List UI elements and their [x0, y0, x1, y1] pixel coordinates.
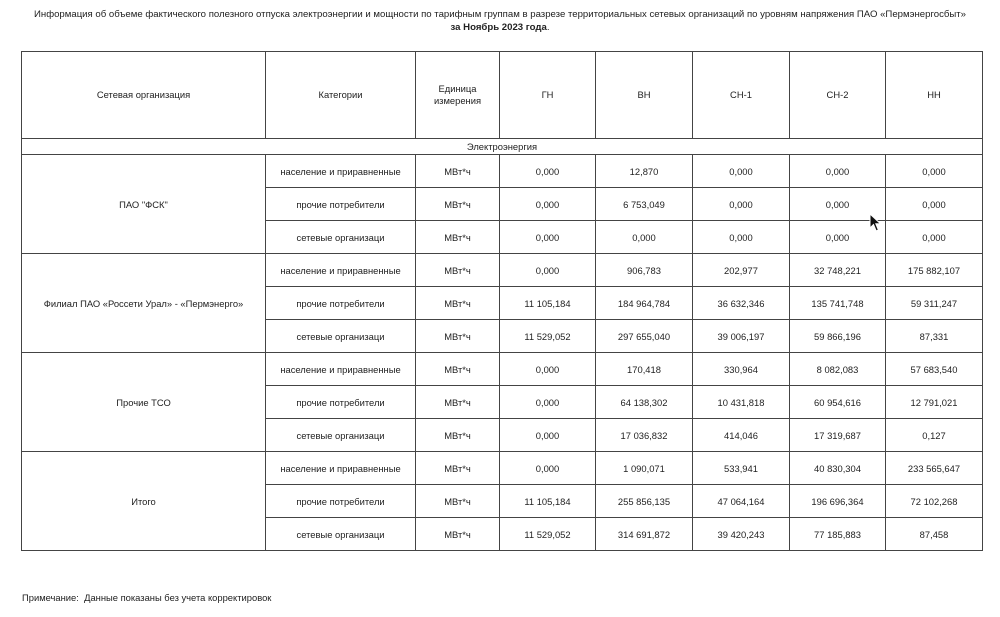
footnote — [22, 592, 271, 603]
value-cell-sn2: 59 866,196 — [790, 320, 886, 353]
value-cell-sn2: 60 954,616 — [790, 386, 886, 419]
category-cell: население и приравненные — [266, 353, 416, 386]
column-header-vn: ВН — [596, 52, 693, 139]
unit-cell: МВт*ч — [416, 386, 500, 419]
value-cell-gn: 0,000 — [500, 452, 596, 485]
value-cell-vn: 314 691,872 — [596, 518, 693, 551]
value-cell-sn1: 47 064,164 — [693, 485, 790, 518]
unit-cell: МВт*ч — [416, 320, 500, 353]
unit-cell: МВт*ч — [416, 452, 500, 485]
category-cell: прочие потребители — [266, 287, 416, 320]
column-header-nn: НН — [886, 52, 983, 139]
value-cell-gn: 0,000 — [500, 386, 596, 419]
category-cell: сетевые организаци — [266, 320, 416, 353]
table-row — [22, 452, 983, 485]
value-cell-gn: 0,000 — [500, 188, 596, 221]
category-cell: население и приравненные — [266, 452, 416, 485]
value-cell-sn1: 414,046 — [693, 419, 790, 452]
value-cell-sn2: 0,000 — [790, 188, 886, 221]
value-cell-vn: 906,783 — [596, 254, 693, 287]
value-cell-nn: 72 102,268 — [886, 485, 983, 518]
value-cell-gn: 11 529,052 — [500, 320, 596, 353]
network-org-cell: Прочие ТСО — [22, 353, 266, 452]
energy-report-table — [21, 51, 983, 551]
section-row — [22, 139, 983, 155]
column-header-category: Категории — [266, 52, 416, 139]
network-org-cell: Итого — [22, 452, 266, 551]
unit-cell: МВт*ч — [416, 287, 500, 320]
unit-cell: МВт*ч — [416, 485, 500, 518]
table-header-row — [22, 52, 983, 139]
value-cell-sn1: 39 006,197 — [693, 320, 790, 353]
unit-cell: МВт*ч — [416, 221, 500, 254]
value-cell-nn: 0,000 — [886, 155, 983, 188]
value-cell-vn: 297 655,040 — [596, 320, 693, 353]
category-cell: сетевые организаци — [266, 518, 416, 551]
value-cell-nn: 175 882,107 — [886, 254, 983, 287]
category-cell: население и приравненные — [266, 155, 416, 188]
category-cell: прочие потребители — [266, 386, 416, 419]
unit-cell: МВт*ч — [416, 518, 500, 551]
value-cell-vn: 255 856,135 — [596, 485, 693, 518]
value-cell-sn1: 533,941 — [693, 452, 790, 485]
value-cell-gn: 0,000 — [500, 155, 596, 188]
value-cell-sn2: 77 185,883 — [790, 518, 886, 551]
value-cell-sn2: 32 748,221 — [790, 254, 886, 287]
value-cell-vn: 1 090,071 — [596, 452, 693, 485]
value-cell-gn: 11 105,184 — [500, 287, 596, 320]
value-cell-nn: 0,127 — [886, 419, 983, 452]
footnote-label: Примечание: — [22, 592, 79, 603]
value-cell-sn2: 196 696,364 — [790, 485, 886, 518]
value-cell-nn: 87,458 — [886, 518, 983, 551]
value-cell-nn: 0,000 — [886, 221, 983, 254]
value-cell-vn: 0,000 — [596, 221, 693, 254]
unit-cell: МВт*ч — [416, 419, 500, 452]
value-cell-nn: 233 565,647 — [886, 452, 983, 485]
table-row — [22, 155, 983, 188]
mouse-pointer-icon — [869, 213, 883, 233]
network-org-cell: ПАО "ФСК" — [22, 155, 266, 254]
report-period-suffix: . — [546, 22, 550, 33]
report-period — [0, 21, 1000, 34]
category-cell: сетевые организаци — [266, 419, 416, 452]
value-cell-vn: 184 964,784 — [596, 287, 693, 320]
value-cell-sn1: 0,000 — [693, 221, 790, 254]
value-cell-nn: 59 311,247 — [886, 287, 983, 320]
value-cell-vn: 12,870 — [596, 155, 693, 188]
value-cell-sn2: 40 830,304 — [790, 452, 886, 485]
footnote-text: Данные показаны без учета корректировок — [84, 592, 272, 603]
category-cell: прочие потребители — [266, 188, 416, 221]
column-header-unit: Единица измерения — [416, 52, 500, 139]
report-title: Информация об объеме фактического полезного отпуска электроэнергии и мощности по тарифным группам в разрезе территориальных сетевых организаций по уровням напряжения ПАО «Пермэнергосбыт» — [34, 9, 966, 20]
value-cell-sn1: 36 632,346 — [693, 287, 790, 320]
value-cell-sn1: 0,000 — [693, 155, 790, 188]
column-header-org: Сетевая организация — [22, 52, 266, 139]
value-cell-gn: 0,000 — [500, 221, 596, 254]
value-cell-nn: 0,000 — [886, 188, 983, 221]
value-cell-gn: 11 529,052 — [500, 518, 596, 551]
value-cell-sn1: 10 431,818 — [693, 386, 790, 419]
column-header-sn2: СН-2 — [790, 52, 886, 139]
value-cell-sn2: 0,000 — [790, 155, 886, 188]
value-cell-sn2: 0,000 — [790, 221, 886, 254]
report-header — [0, 8, 1000, 34]
value-cell-nn: 87,331 — [886, 320, 983, 353]
section-title: Электроэнергия — [22, 139, 983, 155]
network-org-cell: Филиал ПАО «Россети Урал» - «Пермэнерго» — [22, 254, 266, 353]
value-cell-vn: 6 753,049 — [596, 188, 693, 221]
value-cell-sn1: 330,964 — [693, 353, 790, 386]
value-cell-sn1: 39 420,243 — [693, 518, 790, 551]
category-cell: население и приравненные — [266, 254, 416, 287]
value-cell-vn: 64 138,302 — [596, 386, 693, 419]
unit-cell: МВт*ч — [416, 353, 500, 386]
value-cell-gn: 11 105,184 — [500, 485, 596, 518]
category-cell: прочие потребители — [266, 485, 416, 518]
table-row — [22, 254, 983, 287]
column-header-gn: ГН — [500, 52, 596, 139]
category-cell: сетевые организаци — [266, 221, 416, 254]
value-cell-gn: 0,000 — [500, 419, 596, 452]
value-cell-nn: 57 683,540 — [886, 353, 983, 386]
value-cell-sn2: 135 741,748 — [790, 287, 886, 320]
value-cell-sn1: 202,977 — [693, 254, 790, 287]
unit-cell: МВт*ч — [416, 155, 500, 188]
value-cell-vn: 17 036,832 — [596, 419, 693, 452]
value-cell-vn: 170,418 — [596, 353, 693, 386]
value-cell-gn: 0,000 — [500, 254, 596, 287]
report-period-bold: за Ноябрь 2023 года — [450, 22, 547, 33]
column-header-sn1: СН-1 — [693, 52, 790, 139]
unit-cell: МВт*ч — [416, 254, 500, 287]
value-cell-nn: 12 791,021 — [886, 386, 983, 419]
value-cell-sn2: 8 082,083 — [790, 353, 886, 386]
unit-cell: МВт*ч — [416, 188, 500, 221]
value-cell-sn1: 0,000 — [693, 188, 790, 221]
table-row — [22, 353, 983, 386]
value-cell-sn2: 17 319,687 — [790, 419, 886, 452]
value-cell-gn: 0,000 — [500, 353, 596, 386]
